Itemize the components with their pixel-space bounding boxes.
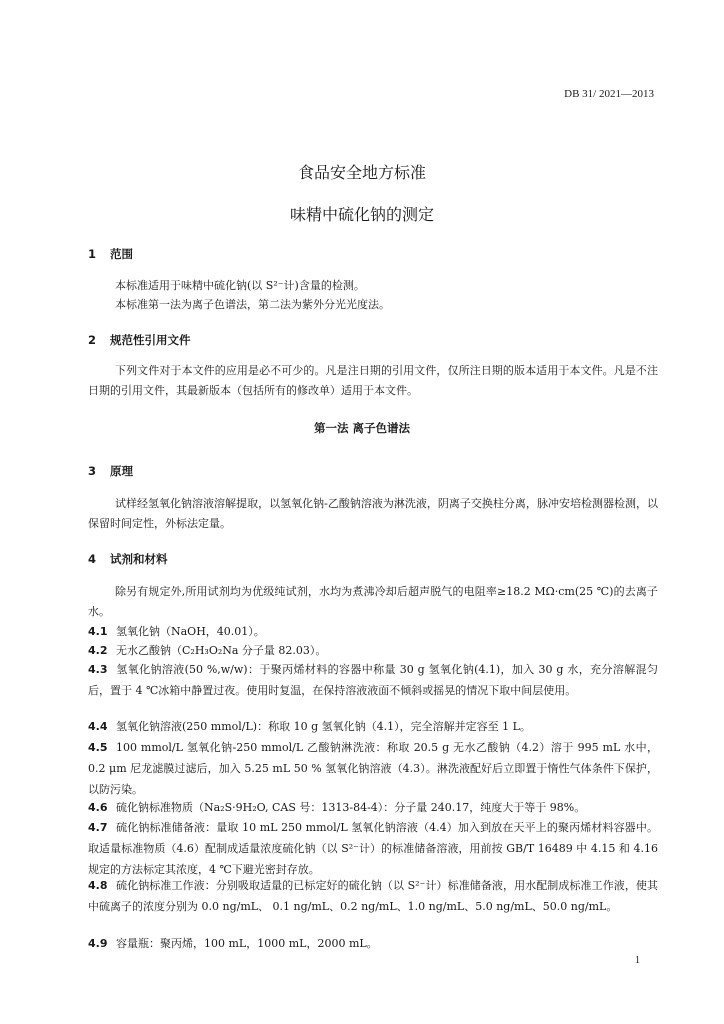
- item-number: 4.4: [88, 720, 108, 733]
- paragraph: 下列文件对于本文件的应用是必不可少的。凡是注日期的引用文件，仅所注日期的版本适用于本文件。凡是不注日期的引用文件，其最新版本（包括所有的修改单）适用于本文件。: [88, 364, 658, 397]
- paragraph: 本标准第一法为离子色谱法，第二法为紫外分光光度法。: [115, 298, 390, 311]
- list-item: [88, 716, 658, 737]
- section-number: 3: [88, 464, 97, 478]
- list-item: [88, 817, 658, 880]
- section-heading-4: [88, 551, 168, 567]
- document-title-line1: 食品安全地方标准: [297, 163, 426, 182]
- item-number: 4.1: [88, 625, 108, 638]
- method-heading: 第一法 离子色谱法: [313, 421, 410, 435]
- list-item: [88, 621, 658, 642]
- section-heading-1: [88, 246, 133, 262]
- section-title: 试剂和材料: [110, 552, 168, 566]
- paragraph: 试样经氢氧化钠溶液溶解提取，以氢氧化钠-乙酸钠溶液为淋洗液，阴离子交换柱分离，脉冲安培检测器检测，以保留时间定性，外标法定量。: [88, 497, 658, 530]
- item-number: 4.5: [88, 741, 108, 754]
- item-text: 氢氧化钠溶液(50 %,w/w)：于聚丙烯材料的容器中称量 30 g 氢氧化钠(4.1)，加入 30 g 水，充分溶解混匀后，置于 4 ℃冰箱中静置过夜。使用时复温，在保持溶液液面不倾斜或摇晃的情况下取中间层使用。: [88, 663, 658, 697]
- list-item: [88, 640, 658, 661]
- page-number: 1: [635, 955, 640, 966]
- section-title: 规范性引用文件: [110, 333, 191, 347]
- item-number: 4.2: [88, 644, 108, 657]
- section-number: 1: [88, 247, 97, 261]
- section-number: 4: [88, 552, 97, 566]
- item-text: 氢氧化钠（NaOH，40.01）。: [116, 625, 265, 638]
- section-heading-2: [88, 332, 191, 348]
- item-text: 硫化钠标准物质（Na₂S·9H₂O, CAS 号：1313-84-4）：分子量 240.17，纯度大于等于 98%。: [116, 801, 586, 814]
- section-title: 范围: [110, 247, 134, 261]
- item-number: 4.8: [88, 879, 108, 892]
- document-title-line2: 味精中硫化钠的测定: [289, 205, 434, 224]
- item-text: 容量瓶：聚丙烯，100 mL，1000 mL，2000 mL。: [116, 937, 378, 950]
- list-item: [88, 875, 658, 917]
- standard-code: DB 31/ 2021—2013: [564, 88, 654, 100]
- list-item: [88, 933, 658, 954]
- item-number: 4.6: [88, 801, 108, 814]
- section-number: 2: [88, 333, 97, 347]
- item-number: 4.3: [88, 663, 108, 676]
- paragraph: 除另有规定外,所用试剂均为优级纯试剂，水均为煮沸冷却后超声脱气的电阻率≥18.2 MΩ·cm(25 ℃)的去离子水。: [88, 585, 658, 618]
- list-item: [88, 659, 658, 701]
- list-item: [88, 797, 658, 818]
- item-text: 氢氧化钠溶液(250 mmol/L)：称取 10 g 氢氧化钠（4.1），完全溶解并定容至 1 L。: [116, 720, 531, 733]
- paragraph: 本标准适用于味精中硫化钠(以 S²⁻计)含量的检测。: [115, 279, 365, 292]
- item-text: 无水乙酸钠（C₂H₃O₂Na 分子量 82.03）。: [116, 644, 327, 657]
- item-text: 硫化钠标准储备液：量取 10 mL 250 mmol/L 氢氧化钠溶液（4.4）加入到放在天平上的聚丙烯材料容器中。取适量标准物质（4.6）配制成适量浓度硫化钠（以 S²⁻计）的标准储备溶液，用前按 GB/T 16489 中 4.15 和 4.16 规定的方法标定其浓度，4 ℃下避光密封存放。: [88, 821, 658, 876]
- section-title: 原理: [110, 464, 134, 478]
- item-text: 硫化钠标准工作液：分别吸取适量的已标定好的硫化钠（以 S²⁻计）标准储备液，用水配制成标准工作液，使其中硫离子的浓度分别为 0.0 ng/mL、 0.1 ng/mL、0.2 ng/mL、1.0 ng/mL、5.0 ng/mL、50.0 ng/mL。: [88, 879, 658, 913]
- item-number: 4.7: [88, 821, 108, 834]
- item-text: 100 mmol/L 氢氧化钠-250 mmol/L 乙酸钠淋洗液：称取 20.5 g 无水乙酸钠（4.2）溶于 995 mL 水中，0.2 μm 尼龙滤膜过滤后，加入 5.25 mL 50 % 氢氧化钠溶液（4.3）。淋洗液配好后立即置于惰性气体条件下保护，以防污染。: [88, 741, 658, 796]
- list-item: [88, 737, 658, 800]
- section-heading-3: [88, 463, 133, 479]
- item-number: 4.9: [88, 937, 108, 950]
